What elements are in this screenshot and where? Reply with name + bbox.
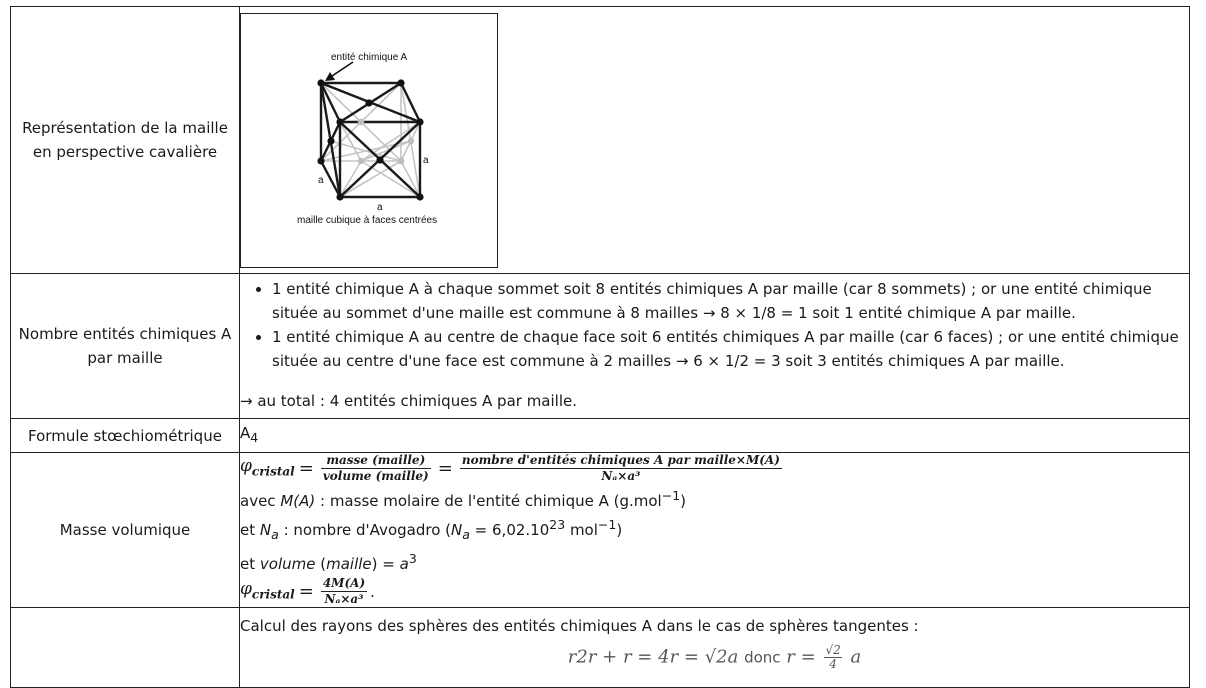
figure-labels	[297, 52, 437, 226]
row-radii	[11, 608, 1190, 688]
radii-eq-right: r =	[786, 646, 816, 668]
equals-3: =	[298, 580, 314, 602]
label-representation-line2: en perspective cavalière	[32, 143, 218, 161]
avogadro-unit: mol	[565, 521, 598, 539]
label-representation-line1: Représentation de la maille	[22, 119, 228, 137]
avogadro-unit-exp: −1	[597, 517, 617, 532]
fraction-final-numerator: 4M(A)	[322, 576, 366, 590]
avogadro-text: : nombre d'Avogadro (	[278, 521, 451, 539]
radii-donc: donc	[744, 648, 781, 667]
avogadro-value: = 6,02.10	[469, 521, 550, 539]
properties-table	[10, 6, 1190, 688]
pointer-arrow	[325, 62, 353, 81]
value-radii	[240, 608, 1190, 688]
label-radii	[11, 608, 240, 688]
count-total: → au total : 4 entités chimiques A par maille.	[240, 392, 578, 410]
fcc-unit-cell-diagram	[241, 14, 497, 267]
edge-label-right: a	[423, 154, 429, 166]
fraction-entities-numerator: nombre d'entités chimiques A par maille×M(A)	[461, 453, 780, 467]
label-count-line2: par maille	[87, 349, 163, 367]
density-formula-1	[240, 453, 1189, 484]
label-formula: Formule stœchiométrique	[11, 419, 240, 453]
value-representation	[240, 7, 1190, 274]
phi-subscript: cristal	[251, 464, 295, 479]
value-density	[240, 453, 1190, 608]
edge-label-left: a	[318, 174, 324, 186]
row-density	[11, 453, 1190, 608]
phi-symbol	[240, 454, 295, 483]
edge-label-bottom: a	[377, 201, 383, 213]
phi-symbol-2	[240, 577, 295, 606]
volume-exp: 3	[408, 551, 417, 566]
value-formula	[240, 419, 1190, 453]
radii-fraction	[824, 644, 841, 671]
avogadro-sub: a	[271, 527, 279, 542]
bullet-faces	[272, 325, 1189, 373]
molar-mass-line	[240, 484, 1189, 513]
fraction-mass-volume	[321, 453, 431, 484]
bullet-faces-line1: • 1 entité chimique A au centre de chaque face soit 6 entités chimiques A par maille (car 6 faces) ; or une entité chimique	[272, 328, 1179, 346]
phi-letter-2: φ	[240, 578, 252, 599]
radii-equation	[240, 644, 1189, 671]
phi-subscript-2: cristal	[251, 587, 295, 602]
final-dot: .	[370, 582, 375, 601]
avogadro-symbol-2: N	[451, 521, 463, 539]
phi-letter: φ	[240, 455, 252, 476]
fraction-mass-numerator: masse (maille)	[321, 453, 431, 469]
bullet-faces-line2: située au centre d'une face est commune à 2 mailles → 6 × 1/2 = 3 soit 3 entités chimiques A par maille.	[272, 352, 1065, 370]
label-representation	[11, 7, 240, 274]
volume-paren: (	[315, 555, 327, 573]
fraction-final-denominator: Nₐ×a³	[324, 592, 364, 606]
volume-equals: ) =	[371, 555, 400, 573]
formula-sub: 4	[250, 430, 259, 445]
fcc-unit-cell-figure	[240, 13, 498, 268]
caption-entity: entité chimique A	[331, 51, 408, 63]
avogadro-line	[240, 513, 1189, 547]
value-count	[240, 274, 1190, 419]
volume-maille: maille	[326, 555, 372, 573]
radii-eq-a: a	[850, 646, 862, 668]
volume-line	[240, 547, 1189, 576]
fraction-entities	[460, 453, 782, 484]
molar-mass-end: )	[680, 492, 687, 510]
fraction-final	[321, 576, 367, 607]
avec-prefix: avec	[240, 492, 281, 510]
volume-prefix: et	[240, 555, 260, 573]
molar-mass-symbol: M(A)	[280, 492, 316, 510]
label-density: Masse volumique	[11, 453, 240, 608]
row-count	[11, 274, 1190, 419]
avogadro-symbol: N	[259, 521, 272, 539]
density-formula-2	[240, 576, 1189, 607]
bullet-vertices-line2: située au sommet d'une maille est commune à 8 mailles → 8 × 1/8 = 1 soit 1 entité chimique A par maille.	[272, 304, 1076, 322]
equals-1: =	[298, 457, 314, 479]
avogadro-prefix: et	[240, 521, 260, 539]
fraction-entities-denominator: Nₐ×a³	[601, 469, 641, 483]
radii-fraction-num: √2	[825, 643, 841, 657]
avogadro-sub-2: a	[462, 527, 470, 542]
molar-mass-exp: −1	[661, 488, 681, 503]
avogadro-end: )	[616, 521, 623, 539]
avogadro-exp: 23	[549, 517, 566, 532]
volume-word: volume	[259, 555, 316, 573]
count-bullets	[240, 277, 1189, 373]
label-count-line1: Nombre entités chimiques A	[18, 325, 232, 343]
volume-a: a	[399, 555, 409, 573]
radii-eq-left: r2r + r = 4r = √2a	[567, 646, 739, 668]
radii-intro: Calcul des rayons des sphères des entités chimiques A dans le cas de sphères tangentes :	[240, 617, 919, 635]
row-formula	[11, 419, 1190, 453]
label-count	[11, 274, 240, 419]
fraction-mass-denominator: volume (maille)	[322, 469, 429, 483]
bullet-vertices	[272, 277, 1189, 325]
formula-base: A	[240, 424, 251, 442]
equals-2: =	[437, 457, 453, 479]
molar-mass-text: : masse molaire de l'entité chimique A (g.mol	[315, 492, 662, 510]
row-representation	[11, 7, 1190, 274]
caption-fcc: maille cubique à faces centrées	[297, 214, 438, 226]
radii-fraction-den: 4	[829, 657, 837, 671]
bullet-vertices-line1: • 1 entité chimique A à chaque sommet soit 8 entités chimiques A par maille (car 8 sommets) ; or une entité chimique	[272, 280, 1152, 298]
